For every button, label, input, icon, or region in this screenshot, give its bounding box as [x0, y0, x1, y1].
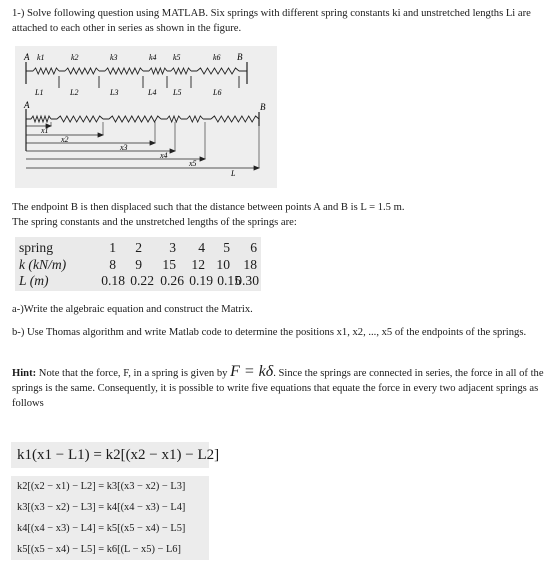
row-header-k — [19, 257, 66, 273]
main-equation: k1(x1 − L1) = k2[(x2 − x1) − L2] — [11, 442, 209, 468]
arrow-head — [170, 149, 175, 153]
row-header-spring: spring — [19, 240, 53, 255]
table-row — [15, 240, 261, 257]
table-cell: 2 — [135, 240, 142, 255]
label-x4: x4 — [160, 151, 168, 160]
table-row — [15, 273, 261, 290]
label-x2: x2 — [61, 135, 69, 144]
table-cell: 0.26 — [160, 273, 184, 288]
table-cell: 4 — [198, 240, 205, 255]
label-k1: k1 — [37, 53, 45, 62]
label-k3: k3 — [110, 53, 118, 62]
table-cell: 0.15 — [217, 273, 241, 288]
table-intro-text: The spring constants and the unstretched lengths of the springs are: — [12, 217, 297, 228]
label-k6: k6 — [213, 53, 221, 62]
label-x5: x5 — [189, 159, 197, 168]
row-header-k-text: k (kN/m) — [19, 257, 67, 272]
label-k5: k5 — [173, 53, 181, 62]
equation-line: k3[(x3 − x2) − L3] = k4[(x4 − x3) − L4] — [17, 502, 186, 513]
label-k2: k2 — [71, 53, 79, 62]
hint-post: . Since the springs are connected in series, the force in all of the springs is the same. Consequently, it is possible to write five equations that equate the force in every two adjacent springs as follows — [12, 368, 544, 409]
table-cell: 5 — [223, 240, 230, 255]
equation-list — [11, 476, 209, 560]
table-row — [15, 257, 261, 274]
table-cell: 3 — [169, 240, 176, 255]
top-spring-chain — [26, 68, 247, 74]
spring-table — [15, 237, 261, 291]
spring-diagram — [15, 46, 277, 188]
table-cell: 10 — [216, 257, 230, 272]
label-L6: L6 — [213, 88, 222, 97]
equation-line: k2[(x2 − x1) − L2] = k3[(x3 − x2) − L3] — [17, 481, 186, 492]
table-cell: 0.22 — [130, 273, 154, 288]
table-cell: 15 — [162, 257, 176, 272]
part-b-text: b-) Use Thomas algorithm and write Matlab code to determine the positions x1, x2, ..., x5 of the endpoints of the springs. — [12, 327, 527, 338]
label-b-bottom: B — [260, 102, 266, 112]
table-cell: 0.19 — [189, 273, 213, 288]
table-cell: 0.30 — [235, 273, 259, 288]
hint-formula: F = kδ — [230, 363, 274, 380]
label-L5: L5 — [173, 88, 182, 97]
label-a-bottom: A — [24, 100, 30, 110]
spring-figure — [15, 46, 277, 188]
label-x1: x1 — [41, 126, 49, 135]
table-cell: 1 — [109, 240, 116, 255]
question-intro: 1-) Solve following question using MATLAB. Six springs with different spring constants ki and unstretched lengths Li are attached to each other in series as shown in the figure. — [12, 8, 531, 34]
label-L2: L2 — [70, 88, 79, 97]
label-L1: L1 — [35, 88, 44, 97]
arrow-head — [254, 166, 259, 170]
row-header-L — [19, 273, 49, 289]
table-cell: 9 — [135, 257, 142, 272]
table-cell: 12 — [191, 257, 205, 272]
hint-label: Hint: — [12, 368, 37, 379]
row-header-L-text: L (m) — [19, 273, 49, 288]
arrow-head — [98, 133, 103, 137]
label-L3: L3 — [110, 88, 119, 97]
displacement-arrows — [26, 122, 259, 170]
arrow-head — [150, 141, 155, 145]
label-a-top: A — [24, 52, 30, 62]
displacement-text: The endpoint B is then displaced such that the distance between points A and B is L = 1.5 m. — [12, 202, 405, 213]
table-cell: 0.18 — [101, 273, 125, 288]
arrow-head — [200, 157, 205, 161]
bottom-spring-chain — [26, 116, 259, 122]
part-a-text: a-)Write the algebraic equation and construct the Matrix. — [12, 304, 253, 315]
table-cell: 6 — [250, 240, 257, 255]
equation-line: k5[(x5 − x4) − L5] = k6[(L − x5) − L6] — [17, 544, 181, 555]
hint-pre: Note that the force, F, in a spring is given by — [38, 368, 228, 379]
table-cell: 18 — [243, 257, 257, 272]
hint-paragraph — [12, 364, 550, 411]
label-x3: x3 — [120, 143, 128, 152]
label-L-total: L — [231, 169, 236, 178]
equation-line: k4[(x4 − x3) − L4] = k5[(x5 − x4) − L5] — [17, 523, 186, 534]
label-b-top: B — [237, 52, 243, 62]
label-k4: k4 — [149, 53, 157, 62]
table-cell: 8 — [109, 257, 116, 272]
label-L4: L4 — [148, 88, 157, 97]
